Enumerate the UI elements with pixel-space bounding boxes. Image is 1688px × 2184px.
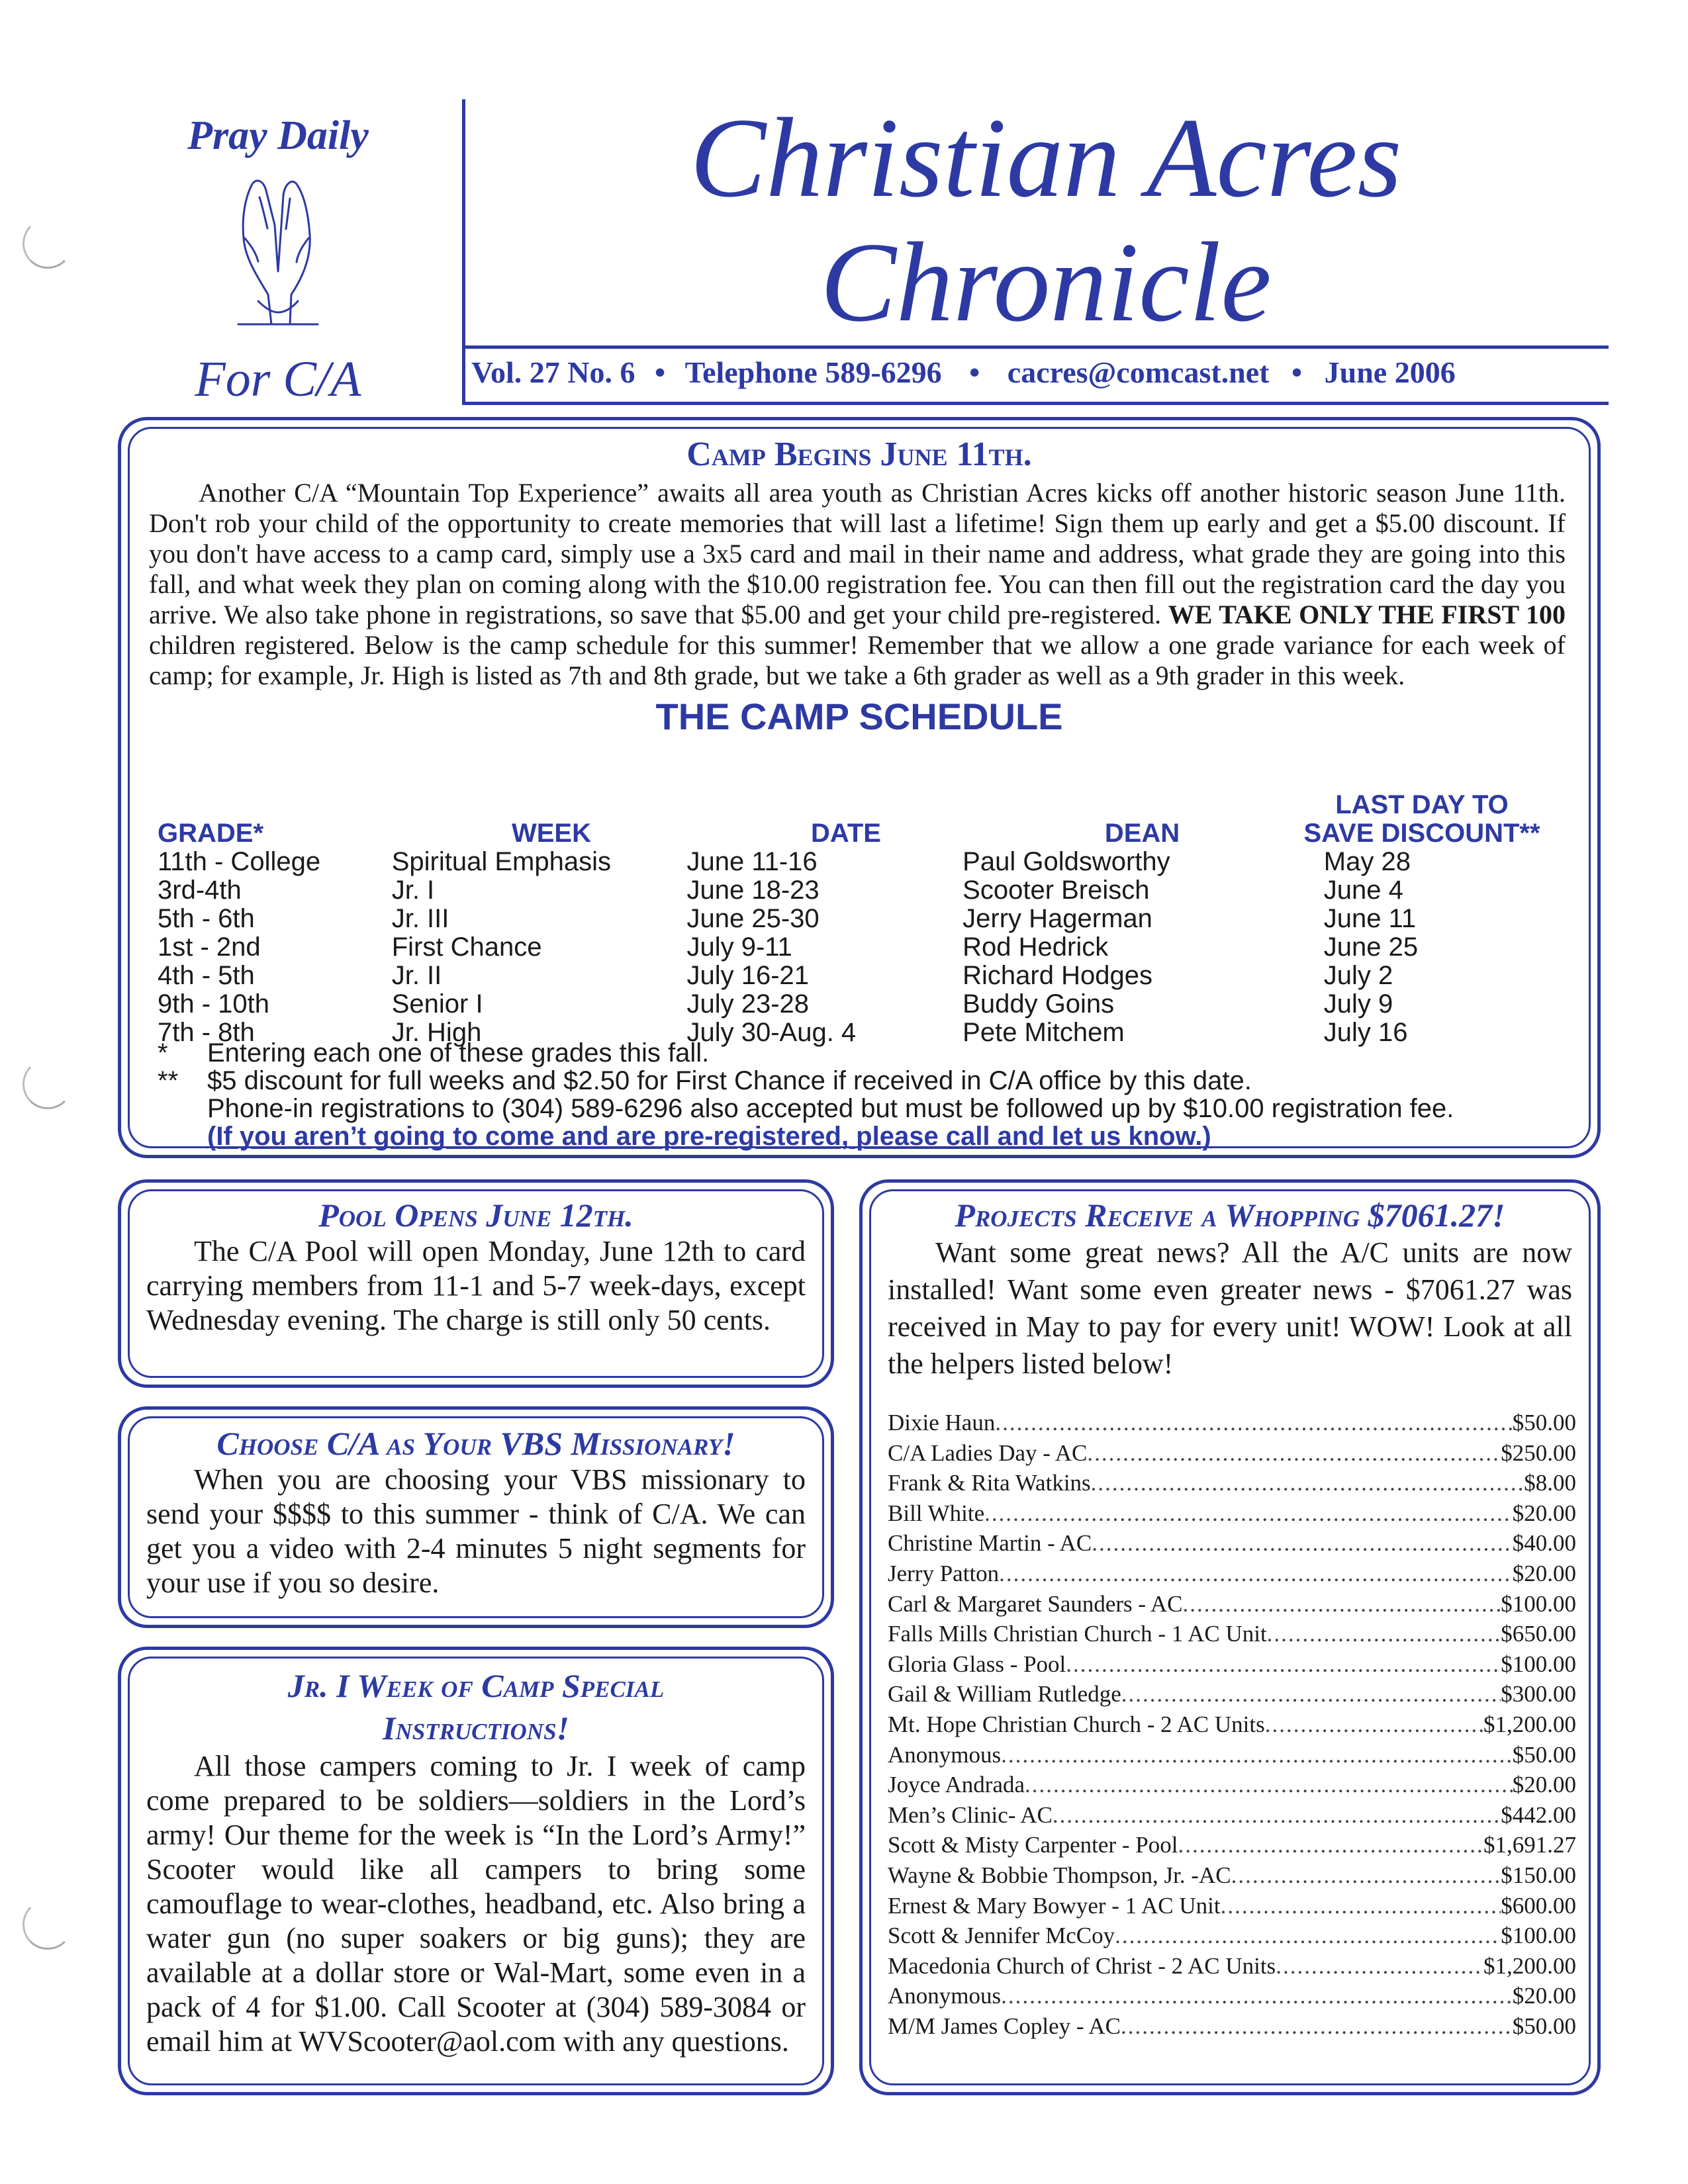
schedule-row: [158, 876, 1568, 905]
schedule-dean: Richard Hodges: [962, 961, 1152, 990]
donor-row: [888, 1589, 1576, 1619]
schedule-grade: 11th - College: [158, 847, 321, 876]
projects-heading: Projects Receive a Whopping $7061.27!: [955, 1197, 1505, 1234]
pray-daily-label: Pray Daily: [187, 113, 369, 158]
col-last-day: [1296, 791, 1548, 848]
schedule-last-day: May 28: [1323, 847, 1411, 876]
masthead-rule-bottom: [463, 402, 1609, 405]
camp-body: [149, 478, 1566, 691]
schedule-row: [158, 905, 1568, 933]
schedule-dean: Pete Mitchem: [962, 1018, 1125, 1047]
donor-amount: $250.00: [1501, 1439, 1576, 1466]
donor-row: [888, 2011, 1576, 2042]
schedule-grade: 1st - 2nd: [158, 933, 261, 962]
pool-article-box: [118, 1179, 834, 1388]
donor-name: Frank & Rita Watkins: [888, 1470, 1091, 1496]
dot-leader: [1087, 1438, 1501, 1469]
schedule-last-day: July 2: [1323, 961, 1393, 990]
donor-name: Gail & William Rutledge: [888, 1681, 1121, 1707]
issue-info-bar: [471, 355, 1605, 390]
donor-amount: $600.00: [1501, 1892, 1576, 1919]
camp-body-text: Another C/A “Mountain Top Experience” awaits all area youth as Christian Acres kicks off another historic season June 11th. Don't rob your child of the opportunity to create memories that will last a lifetime! Sign them up early and get a $5.00 discount. If you don't have access to a camp card, simply use a 3x5 card and mail in their name and address, what grade they are going into this fall, and what week they plan on coming along with the $10.00 registration fee. You can then fill out the registration card the day you arrive. We also take phone in registrations, so save that $5.00 and get your child pre-registered.: [149, 478, 1566, 629]
dot-leader: [1053, 1800, 1501, 1831]
schedule-grade: 5th - 6th: [158, 904, 255, 933]
masthead-rule-top: [463, 345, 1609, 349]
donor-row: [888, 1951, 1576, 1981]
schedule-title: THE CAMP SCHEDULE: [655, 696, 1063, 737]
schedule-week: Senior I: [391, 989, 483, 1019]
donor-amount: $40.00: [1512, 1530, 1576, 1557]
col-last-day-line2: SAVE DISCOUNT**: [1303, 819, 1540, 848]
note-text: Entering each one of these grades this fall.: [207, 1038, 710, 1068]
email-address: cacres@comcast.net: [1007, 355, 1270, 389]
donor-amount: $50.00: [1512, 1741, 1576, 1768]
schedule-week: First Chance: [391, 933, 542, 962]
donor-name: Gloria Glass - Pool: [888, 1651, 1066, 1677]
schedule-date: July 9-11: [686, 933, 792, 962]
donor-row: [888, 1709, 1576, 1740]
col-grade: GRADE*: [158, 819, 264, 848]
donor-row: [888, 1679, 1576, 1709]
donor-amount: $20.00: [1512, 1560, 1576, 1586]
schedule-date: July 23-28: [686, 989, 810, 1019]
binder-hole-bottom: [23, 1899, 73, 1950]
schedule-week: Jr. High: [391, 1018, 482, 1047]
schedule-last-day: July 9: [1323, 989, 1393, 1019]
donor-row: [888, 1619, 1576, 1649]
info-separator: •: [969, 355, 980, 389]
donor-amount: $20.00: [1512, 1983, 1576, 2009]
schedule-date: June 18-23: [686, 876, 820, 905]
donor-name: Christine Martin - AC: [888, 1530, 1092, 1557]
pool-heading: Pool Opens June 12th.: [318, 1197, 633, 1234]
donor-amount: $50.00: [1512, 1410, 1576, 1435]
title-line-1: Christian Acres: [690, 95, 1402, 221]
dot-leader: [1025, 1770, 1513, 1800]
dot-leader: [1221, 1891, 1501, 1921]
dot-leader: [1115, 1921, 1501, 1951]
for-ca-label: For C/A: [195, 351, 361, 407]
donor-row: [888, 1498, 1576, 1529]
donor-row: [888, 1649, 1576, 1680]
dot-leader: [1091, 1468, 1524, 1498]
camp-article-box: [118, 417, 1601, 1158]
schedule-row: [158, 848, 1568, 876]
schedule-dean: Rod Hedrick: [962, 933, 1109, 962]
telephone: Telephone 589-6296: [684, 355, 942, 389]
donor-amount: $1,691.27: [1483, 1832, 1576, 1858]
schedule-grade: 9th - 10th: [158, 989, 270, 1019]
jr-heading-line2: Instructions!: [382, 1709, 570, 1747]
dot-leader: [999, 1559, 1513, 1589]
dot-leader: [1001, 1740, 1513, 1770]
donor-name: Falls Mills Christian Church - 1 AC Unit: [888, 1621, 1267, 1647]
donor-amount: $1,200.00: [1483, 1952, 1576, 1979]
note-text: $5 discount for full weeks and $2.50 for First Chance if received in C/A office by this date.: [207, 1066, 1252, 1095]
newsletter-title: [483, 96, 1609, 345]
dot-leader: [984, 1498, 1513, 1529]
camp-heading: Camp Begins June 11th.: [686, 435, 1032, 473]
donor-amount: $300.00: [1501, 1681, 1576, 1707]
schedule-grade: 3rd-4th: [158, 876, 242, 905]
note-mark: *: [158, 1038, 168, 1068]
pool-body: The C/A Pool will open Monday, June 12th to card carrying members from 11-1 and 5-7 week-days, except Wednesday evening. The charge is still only 50 cents.: [146, 1235, 806, 1336]
schedule-dean: Jerry Hagerman: [962, 904, 1152, 933]
donor-amount: $50.00: [1512, 2013, 1576, 2039]
projects-body: Want some great news? All the A/C units are now installed! Want some even greater news - $7061.27 was received in May to pay for every unit! WOW! Look at all the helpers listed below!: [888, 1236, 1572, 1380]
schedule-grade: 7th - 8th: [158, 1018, 255, 1047]
schedule-last-day: June 11: [1323, 904, 1417, 933]
col-last-day-line1: LAST DAY TO: [1335, 790, 1509, 819]
donor-row: [888, 1830, 1576, 1860]
donor-amount: $100.00: [1501, 1590, 1576, 1617]
donor-row: [888, 1770, 1576, 1800]
schedule-date: July 30-Aug. 4: [686, 1018, 857, 1047]
jr-heading-line1: Jr. I Week of Camp Special: [287, 1667, 665, 1704]
volume-number: Vol. 27 No. 6: [471, 355, 635, 389]
donor-name: Wayne & Bobbie Thompson, Jr. -AC: [888, 1862, 1231, 1888]
dot-leader: [1183, 1589, 1501, 1619]
donor-name: Macedonia Church of Christ - 2 AC Units: [888, 1952, 1276, 1979]
schedule-row: [158, 962, 1568, 990]
camp-body-text-cont: children registered. Below is the camp schedule for this summer! Remember that we allow a one grade variance for each week of camp; for example, Jr. High is listed as 7th and 8th grade, but we take a 6th grader as well as a 9th grader in this week.: [149, 630, 1566, 690]
donor-row: [888, 1468, 1576, 1498]
donor-row: [888, 1921, 1576, 1951]
dot-leader: [1267, 1619, 1501, 1649]
col-dean: DEAN: [1104, 819, 1180, 848]
schedule-date: June 25-30: [686, 904, 820, 933]
col-week: WEEK: [512, 819, 591, 848]
projects-article-box: [859, 1179, 1601, 2095]
camp-body-bold: WE TAKE ONLY THE FIRST 100: [1168, 600, 1566, 629]
donor-name: Bill White: [888, 1500, 985, 1526]
col-date: DATE: [811, 819, 881, 848]
title-line-2: Chronicle: [820, 220, 1272, 345]
schedule-grade: 4th - 5th: [158, 961, 255, 990]
info-separator: •: [1291, 355, 1303, 389]
dot-leader: [1231, 1860, 1501, 1891]
schedule-dean: Paul Goldsworthy: [962, 847, 1170, 876]
schedule-row: [158, 933, 1568, 962]
donor-name: Ernest & Mary Bowyer - 1 AC Unit: [888, 1892, 1221, 1919]
dot-leader: [1121, 1679, 1501, 1709]
donor-row: [888, 1438, 1576, 1469]
schedule-week: Jr. III: [391, 904, 449, 933]
donor-name: Mt. Hope Christian Church - 2 AC Units: [888, 1711, 1265, 1737]
vbs-article-box: [118, 1406, 834, 1628]
donor-amount: $20.00: [1512, 1772, 1576, 1798]
schedule-date: July 16-21: [686, 961, 810, 990]
donor-amount: $1,200.00: [1483, 1711, 1576, 1737]
donor-name: M/M James Copley - AC: [888, 2013, 1121, 2039]
dot-leader: [1276, 1951, 1483, 1981]
note-double-asterisk: [158, 1067, 1581, 1095]
binder-hole-middle: [23, 1059, 73, 1109]
camp-schedule-table: [158, 791, 1568, 1047]
donor-row: [888, 1528, 1576, 1559]
praying-hands-icon: [212, 165, 344, 338]
dot-leader: [1178, 1830, 1483, 1860]
note-call-us: (If you aren’t going to come and are pre-registered, please call and let us know.): [207, 1122, 1211, 1151]
vbs-body: When you are choosing your VBS missionary to send your $$$$ to this summer - think of C/A. We can get you a video with 2-4 minutes 5 night segments for your use if you so desire.: [146, 1463, 806, 1599]
jr-heading: [121, 1664, 831, 1749]
donor-name: Jerry Patton: [888, 1560, 1000, 1586]
schedule-last-day: June 25: [1323, 933, 1419, 962]
dot-leader: [995, 1408, 1512, 1438]
jr-body: All those campers coming to Jr. I week of camp come prepared to be soldiers—soldiers in the Lord’s army! Our theme for the week is “In the Lord’s Army!” Scooter would like all campers to bring some camouflage to wear-clothes, headband, etc. Also bring a water gun (no super soakers or big guns); they are available at a dollar store or Wal-Mart, some even in a pack of 4 for $1.00. Call Scooter at (304) 589-3084 or email him at WVScooter@aol.com with any questions.: [146, 1750, 806, 2058]
donor-name: Anonymous: [888, 1983, 1002, 2009]
schedule-last-day: June 4: [1323, 876, 1403, 905]
schedule-header-row: [158, 791, 1568, 848]
dot-leader: [1066, 1649, 1501, 1680]
donor-row: [888, 1860, 1576, 1891]
donor-row: [888, 1408, 1576, 1438]
schedule-dean: Scooter Breisch: [962, 876, 1150, 905]
note-asterisk: [158, 1039, 1581, 1067]
donor-name: Dixie Haun: [888, 1410, 996, 1435]
donor-name: Scott & Jennifer McCoy: [888, 1923, 1115, 1949]
donor-list: [888, 1408, 1576, 2041]
schedule-last-day: July 16: [1323, 1018, 1408, 1047]
note-mark: **: [158, 1066, 179, 1095]
donor-amount: $150.00: [1501, 1862, 1576, 1888]
schedule-row: [158, 990, 1568, 1019]
donor-amount: $650.00: [1501, 1621, 1576, 1647]
schedule-rows: [158, 848, 1568, 1047]
donor-name: Men’s Clinic- AC: [888, 1801, 1053, 1828]
donor-amount: $100.00: [1501, 1923, 1576, 1949]
donor-name: C/A Ladies Day - AC: [888, 1439, 1088, 1466]
donor-amount: $20.00: [1512, 1500, 1576, 1526]
donor-name: Scott & Misty Carpenter - Pool: [888, 1832, 1178, 1858]
jr-camp-article-box: [118, 1647, 834, 2095]
note-text: Phone-in registrations to (304) 589-6296 also accepted but must be followed up by $10.00 registration fee.: [207, 1094, 1454, 1123]
issue-date: June 2006: [1324, 355, 1456, 389]
donor-name: Anonymous: [888, 1741, 1002, 1768]
donor-amount: $442.00: [1501, 1801, 1576, 1828]
schedule-week: Jr. I: [391, 876, 435, 905]
binder-hole-top: [23, 218, 73, 269]
schedule-dean: Buddy Goins: [962, 989, 1115, 1019]
dot-leader: [1001, 1981, 1513, 2011]
note-phone-in: [158, 1095, 1581, 1122]
schedule-week: Jr. II: [391, 961, 442, 990]
donor-row: [888, 1559, 1576, 1589]
donor-name: Joyce Andrada: [888, 1772, 1025, 1798]
vbs-heading: Choose C/A as Your VBS Missionary!: [216, 1425, 735, 1462]
info-separator: •: [655, 355, 666, 389]
schedule-notes: [158, 1039, 1581, 1150]
donor-row: [888, 1800, 1576, 1831]
schedule-week: Spiritual Emphasis: [391, 847, 611, 876]
donor-row: [888, 1981, 1576, 2011]
donor-name: Carl & Margaret Saunders - AC: [888, 1590, 1183, 1617]
donor-row: [888, 1740, 1576, 1770]
schedule-date: June 11-16: [686, 847, 818, 876]
dot-leader: [1092, 1528, 1513, 1559]
masthead-divider-vertical: [462, 99, 465, 405]
dot-leader: [1121, 2011, 1513, 2042]
donor-amount: $100.00: [1501, 1651, 1576, 1677]
donor-amount: $8.00: [1524, 1470, 1576, 1496]
dot-leader: [1265, 1709, 1483, 1740]
donor-row: [888, 1891, 1576, 1921]
